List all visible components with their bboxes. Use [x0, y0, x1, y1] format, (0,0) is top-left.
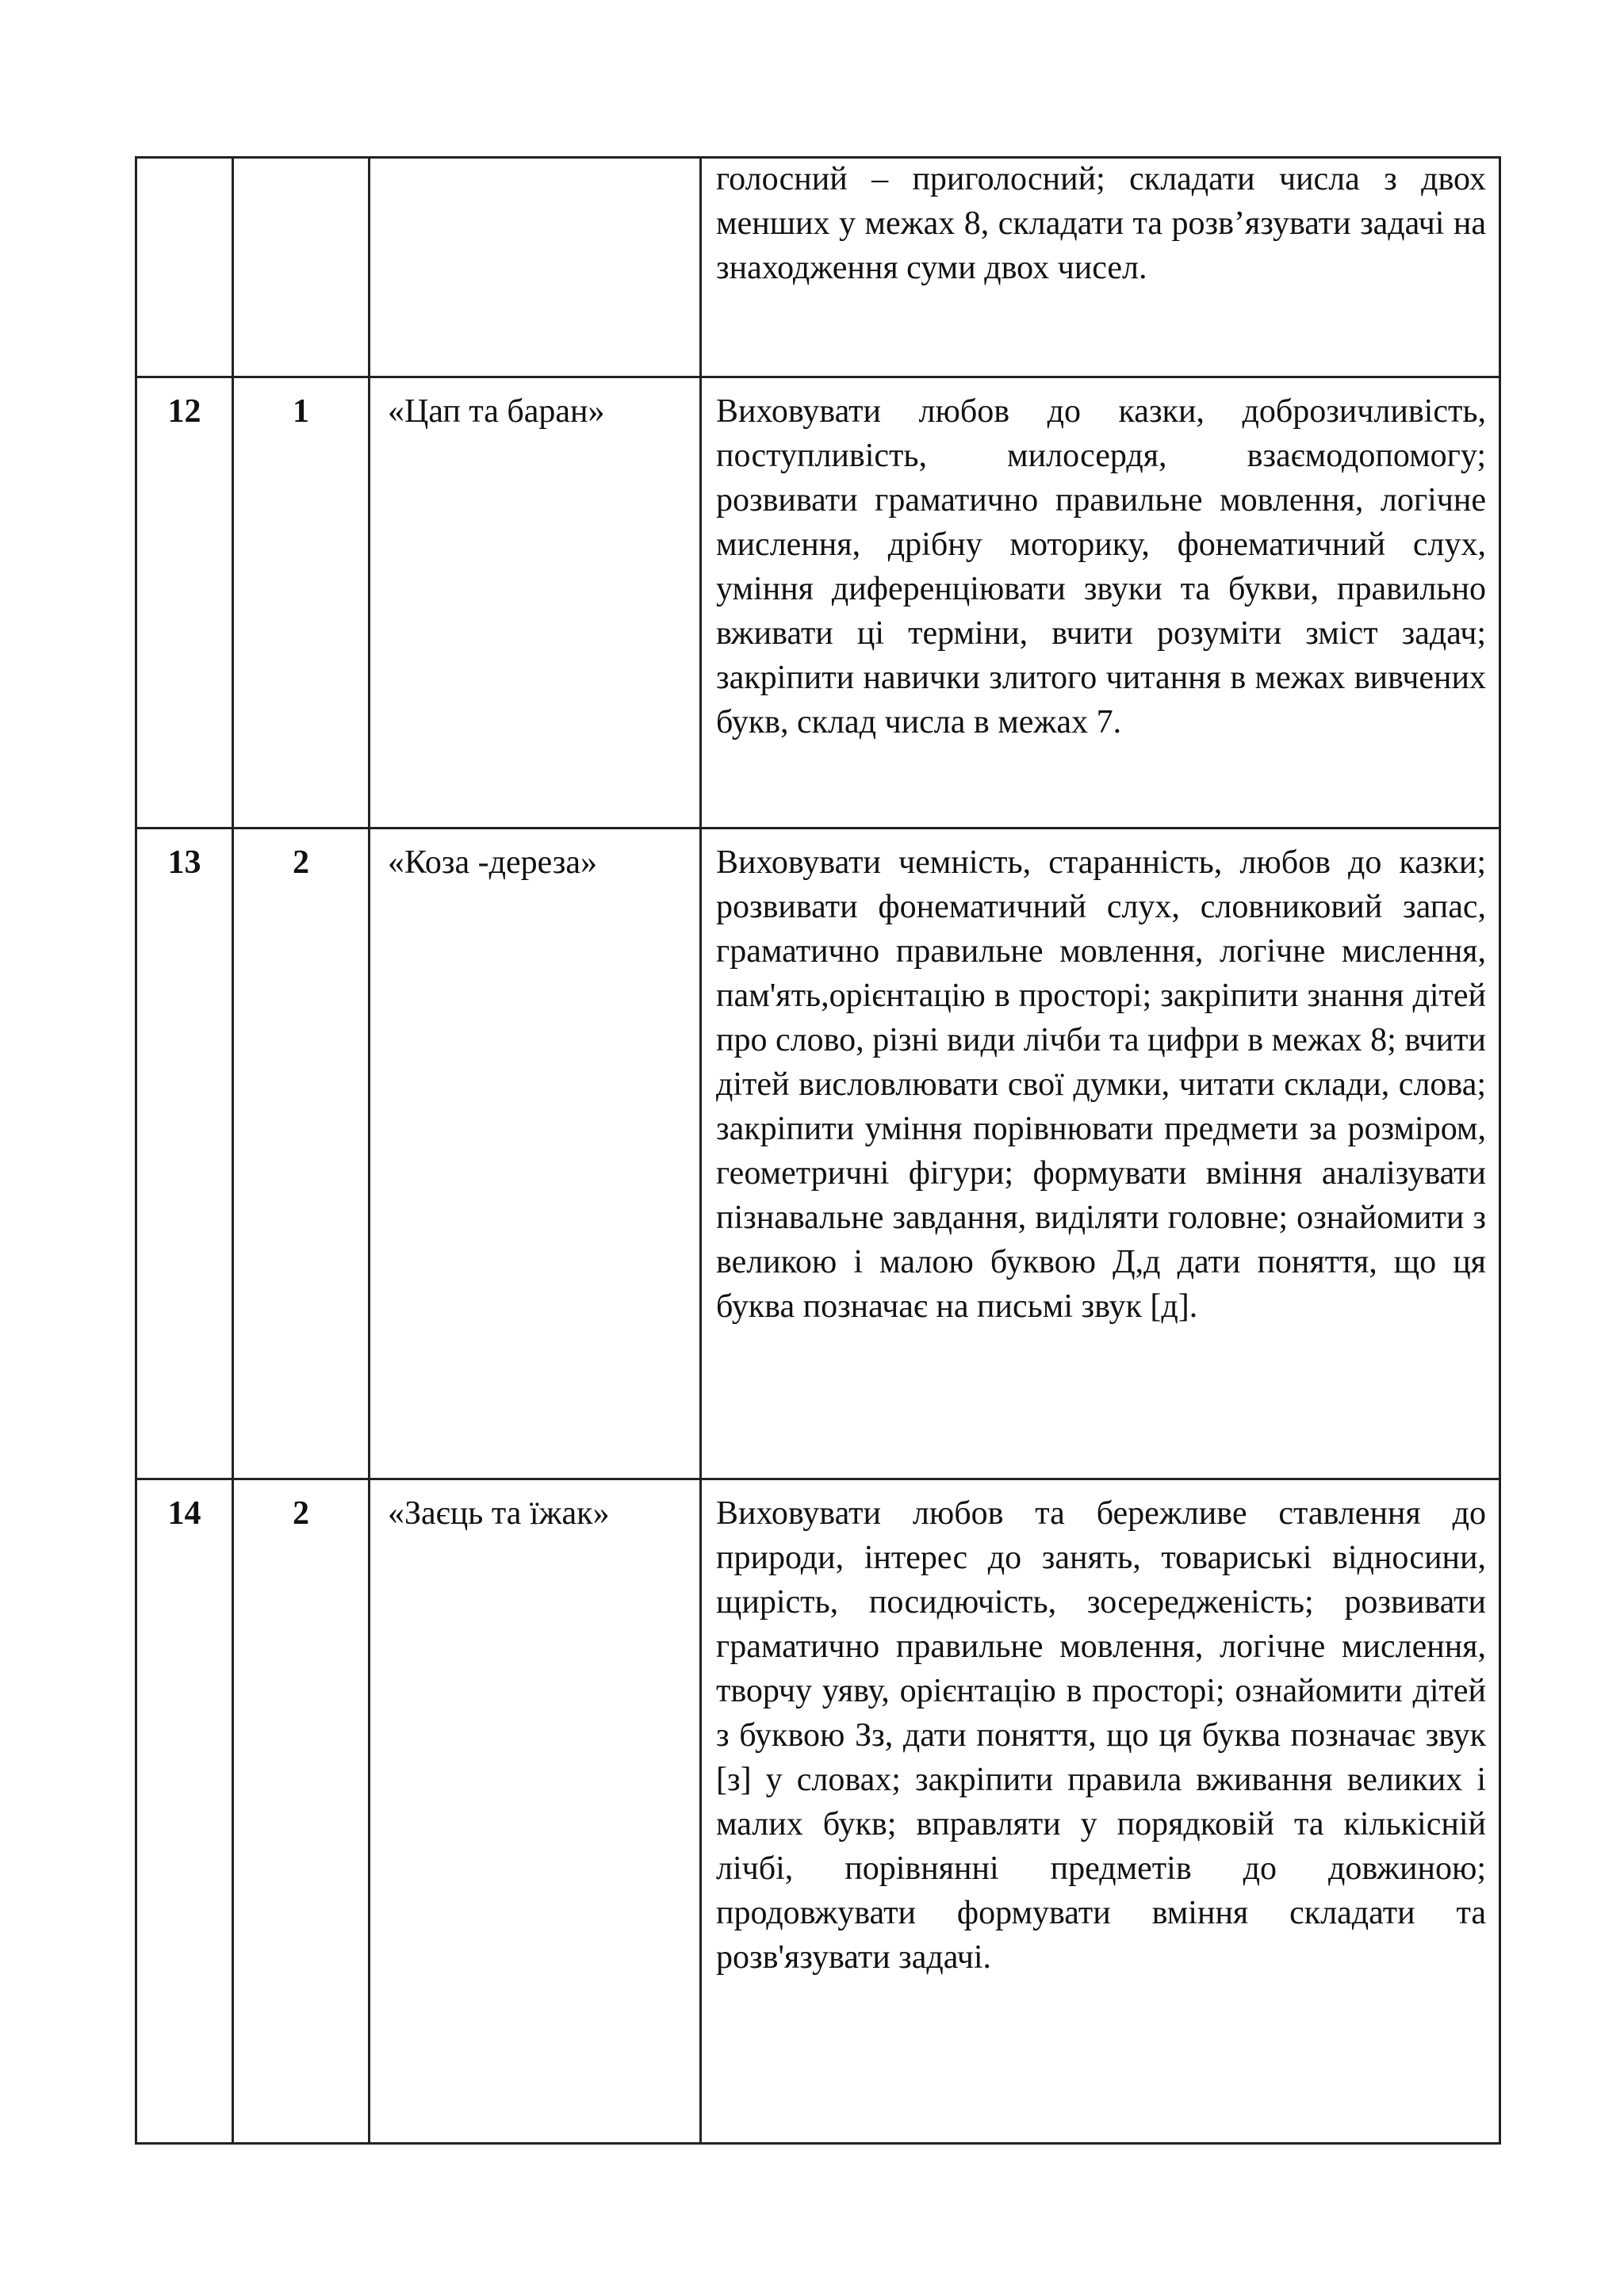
lesson-title: «Цап та баран»: [388, 393, 605, 430]
lesson-title-cell: [370, 158, 701, 377]
lesson-number-cell: [136, 158, 233, 377]
lesson-description: Виховувати любов до казки, доброзичливість, поступливість, милосердя, взаємодопомогу; розвивати граматично правильне мовлення, логічне мислення, дрібну моторику, фонематичний слух, уміння диференціювати звуки та букви, правильно вживати ці терміни, вчити розуміти зміст задач; закріпити навички злитого читання в межах вивчених букв, склад числа в межах 7.: [716, 393, 1486, 740]
lesson-description-cell: [701, 377, 1500, 828]
lesson-hours-cell: [233, 828, 370, 1479]
lesson-title: «Заєць та їжак»: [388, 1495, 610, 1532]
lesson-hours-cell: [233, 377, 370, 828]
lesson-title-cell: [370, 1479, 701, 2144]
lesson-hours: 1: [293, 393, 309, 430]
table-row: [136, 828, 1500, 1479]
lesson-hours-cell: [233, 1479, 370, 2144]
lesson-title: [370, 159, 699, 170]
lesson-hours: [234, 159, 368, 170]
lesson-title: «Коза -дереза»: [388, 844, 598, 881]
table-row-continuation: [136, 158, 1500, 377]
table-row: [136, 1479, 1500, 2144]
lesson-number-cell: [136, 377, 233, 828]
lesson-hours-cell: [233, 158, 370, 377]
lesson-number-cell: [136, 1479, 233, 2144]
lesson-description: Виховувати чемність, старанність, любов до казки; розвивати фонематичний слух, словниковий запас, граматично правильне мовлення, логічне мислення, пам'ять,орієнтацію в просторі; закріпити знання дітей про слово, різні види лічби та цифри в межах 8; вчити дітей висловлювати свої думки, читати склади, слова; закріпити уміння порівнювати предмети за розміром, геометричні фігури; формувати вміння аналізувати пізнавальне завдання, виділяти головне; ознайомити з великою і малою буквою Д,д дати поняття, що ця буква позначає на письмі звук [д].: [716, 844, 1486, 1325]
lesson-title-cell: [370, 377, 701, 828]
lesson-description-cell: [701, 158, 1500, 377]
lesson-number-cell: [136, 828, 233, 1479]
lesson-plan-table: [135, 156, 1501, 2145]
lesson-description: голосний – приголосний; складати числа з двох менших у межах 8, складати та розв’язувати задачі на знаходження суми двох чисел.: [716, 161, 1486, 286]
lesson-number: 13: [167, 844, 201, 881]
lesson-number: [137, 159, 232, 170]
lesson-number: 14: [167, 1495, 201, 1532]
lesson-description-cell: [701, 1479, 1500, 2144]
lesson-description: Виховувати любов та бережливе ставлення до природи, інтерес до занять, товариські відносини, щирість, посидючість, зосередженість; розвивати граматично правильне мовлення, логічне мислення, творчу уяву, орієнтацію в просторі; ознайомити дітей з буквою Зз, дати поняття, що ця буква позначає звук [з] у словах; закріпити правила вживання великих і малих букв; вправляти у порядковій та кількісній лічбі, порівнянні предметів до довжиною; продовжувати формувати вміння складати та розв'язувати задачі.: [716, 1495, 1486, 1976]
lesson-title-cell: [370, 828, 701, 1479]
lesson-description-cell: [701, 828, 1500, 1479]
lesson-hours: 2: [293, 844, 309, 881]
table-row: [136, 377, 1500, 828]
lesson-hours: 2: [293, 1495, 309, 1532]
lesson-number: 12: [167, 393, 201, 430]
